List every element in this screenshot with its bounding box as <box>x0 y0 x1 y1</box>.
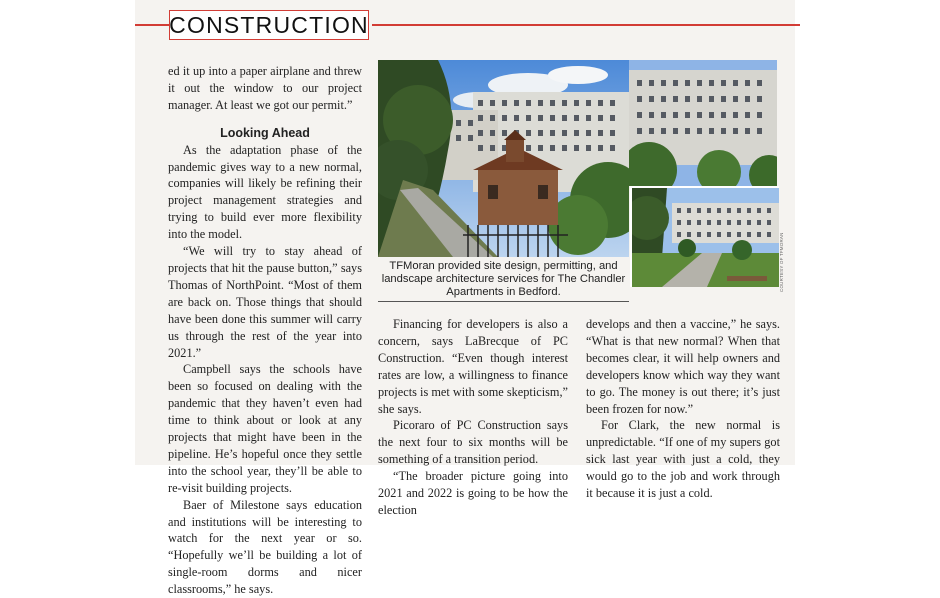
photo-credit: COURTESY OF TFMORAN <box>779 232 784 292</box>
header-rule-right <box>372 24 800 26</box>
caption-line: TFMoran provided site design, permitting, and <box>389 260 618 272</box>
header-rule-left <box>135 24 171 26</box>
paragraph: Financing for developers is also a concern, says LaBrecque of PC Construction. “Even though interest rates are low, a willingness to finance projects is met with some skepticism,” she says. <box>378 317 568 416</box>
paragraph: As the adaptation phase of the pandemic gives way to a new normal, companies will likely be refining their project management strategies and trying to build ever more flexibility into the model. <box>168 142 362 242</box>
caption-line: landscape architecture services for The Chandler <box>381 273 626 285</box>
article-column-3 <box>586 316 780 502</box>
paragraph: For Clark, the new normal is unpredictable. “If one of my supers got sick last year with just a cold, they would go to the job and work through it because it is just a cold. <box>586 418 780 501</box>
paragraph: ed it up into a paper airplane and threw it out the window to our project manager. At least we got our permit.” <box>168 64 362 112</box>
paragraph: Campbell says the schools have been so focused on dealing with the pandemic that they haven’t even had time to think about or look at any projects that might have been in the pipeline. He’s hopeful once they settle into the school year, they’ll be able to re-visit building projects. <box>168 362 362 495</box>
article-column-2 <box>378 316 568 519</box>
photo-caption <box>378 257 629 302</box>
apartment-photo <box>378 60 629 257</box>
paragraph: Picoraro of PC Construction says the next four to six months will be something of a transition period. <box>378 418 568 467</box>
paragraph: Baer of Milestone says education and institutions will be interesting to watch for the next year or so. “Hopefully we’ll be building a lot of single-room dorms and nicer classrooms,” he says. <box>168 497 362 597</box>
section-title: CONSTRUCTION <box>169 11 369 38</box>
section-header <box>169 10 369 40</box>
subheading-looking-ahead: Looking Ahead <box>220 125 310 140</box>
apartment-inset-photo <box>630 186 779 287</box>
article-column-1 <box>168 63 362 598</box>
caption-line: Apartments in Bedford. <box>446 286 561 298</box>
paragraph: develops and then a vaccine,” he says. “What is that new normal? When that becomes clear, it will help owners and developers know which way they want to go. The money is out there; it’s just been frozen for now.” <box>586 317 780 416</box>
caption-rule <box>378 301 629 302</box>
paragraph: “We will try to stay ahead of projects that hit the pause button,” says Thomas of NorthPoint. “Most of them are back on. Those things that should have been done this summer will carry us through the rest of the year into 2021.” <box>168 244 362 360</box>
paragraph: “The broader picture going into 2021 and 2022 is going to be how the election <box>378 469 568 517</box>
apartment-photo-right <box>629 60 777 186</box>
